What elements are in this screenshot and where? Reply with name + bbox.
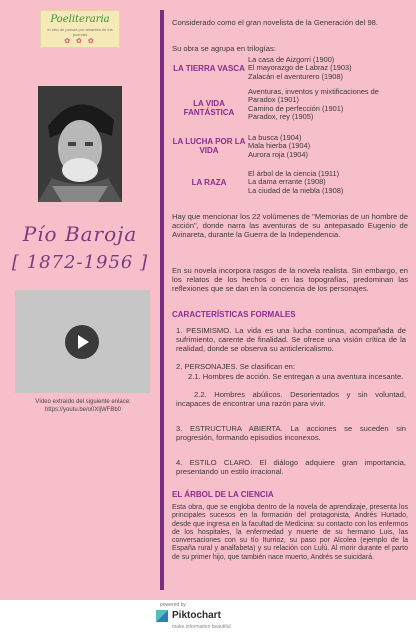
trilogy-label: LA TIERRA VASCA — [173, 64, 245, 73]
poeliteraria-logo — [40, 10, 120, 48]
work-item: Paradox, rey (1905) — [248, 112, 314, 122]
work-item: Paradox (1901) — [248, 95, 299, 105]
personajes-accion: 2.1. Hombres de acción. Se entregan a una aventura incesante. — [188, 372, 404, 381]
trilogy-label: LA VIDA FANTÁSTICA — [183, 99, 235, 117]
work-item: Aventuras, inventos y mixtificaciones de — [248, 87, 379, 96]
work-item: Zalacán el aventurero (1908) — [248, 71, 343, 81]
piktochart-brand[interactable]: Piktochart — [172, 610, 221, 621]
caracteristicas-heading: CARACTERÍSTICAS FORMALES — [172, 310, 296, 319]
trilogy-lucha-por-la-vida — [172, 134, 408, 174]
work-item: La dama errante (1908) — [248, 177, 326, 187]
work-item: La casa de Aizgorri (1900) — [248, 55, 335, 64]
author-dates: [ 1872-1956 ] — [11, 252, 149, 273]
arbol-heading: EL ÁRBOL DE LA CIENCIA — [172, 490, 274, 499]
trilogies-intro: Su obra se agrupa en trilogías: — [172, 44, 276, 53]
memorias-text: Hay que mencionar los 22 volúmenes de "Memorias de un hombre de acción", donde narra las aventuras de su antepasado Eugenio de Avinareta, durante la Guerra de la Independencia. — [172, 212, 408, 239]
trilogy-works — [248, 56, 408, 81]
author-portrait — [38, 86, 122, 202]
trilogy-label: LA LUCHA POR LA VIDA — [172, 137, 246, 155]
author-name: Pío Baroja — [22, 222, 138, 246]
trilogy-works — [248, 170, 408, 195]
caracteristica-estructura: 3. ESTRUCTURA ABIERTA. La acciones se suceden sin progresión, formando episodios inconexos. — [176, 424, 406, 442]
work-item: La ciudad de la niebla (1908) — [248, 185, 344, 195]
caracteristica-pesimismo: 1. PESIMISMO. La vida es una lucha continua, acompañada de sufrimiento, carente de finalidad. Se ofrece una visión crítica de la realidad, donde se observa su anticlericalismo. — [176, 326, 406, 353]
arbol-text: Esta obra, que se engloba dentro de la novela de aprendizaje, presenta los principales sucesos en la formación del protagonista, Andrés Hurtado, desde que ingresa en la facultad de Medicina: su contacto con los enfermos de los hospitales, la enfermedad y muerte de su hermano Luis, las conversaciones con su tío Iturrioz, su paso por Alcolea (ejemplo de la España rural y analfabeta) y su relación con Lulú. Al morir durante el parto de su primer hijo, que también nace muerto, Andrés se suicidará. — [172, 504, 408, 561]
work-item: Aurora roja (1904) — [248, 149, 308, 159]
trilogy-works — [248, 88, 408, 122]
work-item: El mayorazgo de Labraz (1903) — [248, 63, 352, 73]
piktochart-logo-icon[interactable] — [154, 608, 170, 624]
play-icon[interactable] — [65, 325, 99, 359]
caracteristica-personajes: 2. PERSONAJES. Se clasifican en: — [176, 362, 296, 371]
vertical-divider — [160, 10, 164, 590]
powered-by-text: powered by — [160, 602, 186, 608]
logo-title: Poeliteraria — [50, 14, 110, 25]
work-item: El árbol de la ciencia (1911) — [248, 169, 340, 178]
logo-subtitle: el sitio de poesía por amantes de los poemas — [47, 27, 113, 37]
realismo-text: En su novela incorpora rasgos de la novela realista. Sin embargo, en los relatos de los hechos o en las topografías, predominan las reflexiones que se dan en la conciencia de los personajes. — [172, 266, 408, 293]
video-player[interactable] — [15, 290, 150, 393]
work-item: Camino de perfección (1901) — [248, 103, 344, 113]
flower-decoration-icon: ✿ ✿ ✿ — [64, 38, 96, 45]
personajes-abulicos: 2.2. Hombres abúlicos. Desorientados y sin voluntad, incapaces de encontrar una razón para vivir. — [176, 390, 406, 408]
video-caption: Vídeo extraído del siguiente enlace: https://youtu.be/o0XljWFBb0 — [35, 399, 131, 413]
trilogy-vida-fantastica — [172, 88, 408, 128]
trilogy-works — [248, 134, 408, 159]
caracteristica-estilo: 4. ESTILO CLARO. El diálogo adquiere gran importancia, presentando un estilo irracional. — [176, 458, 406, 476]
piktochart-tagline: make information beautiful — [172, 624, 231, 630]
trilogy-la-raza — [172, 170, 408, 210]
work-item: La busca (1904) — [248, 133, 302, 142]
trilogy-label: LA RAZA — [191, 178, 227, 187]
intro-text: Considerado como el gran novelista de la Generación del 98. — [172, 18, 379, 27]
work-item: Mala hierba (1904) — [248, 141, 311, 151]
